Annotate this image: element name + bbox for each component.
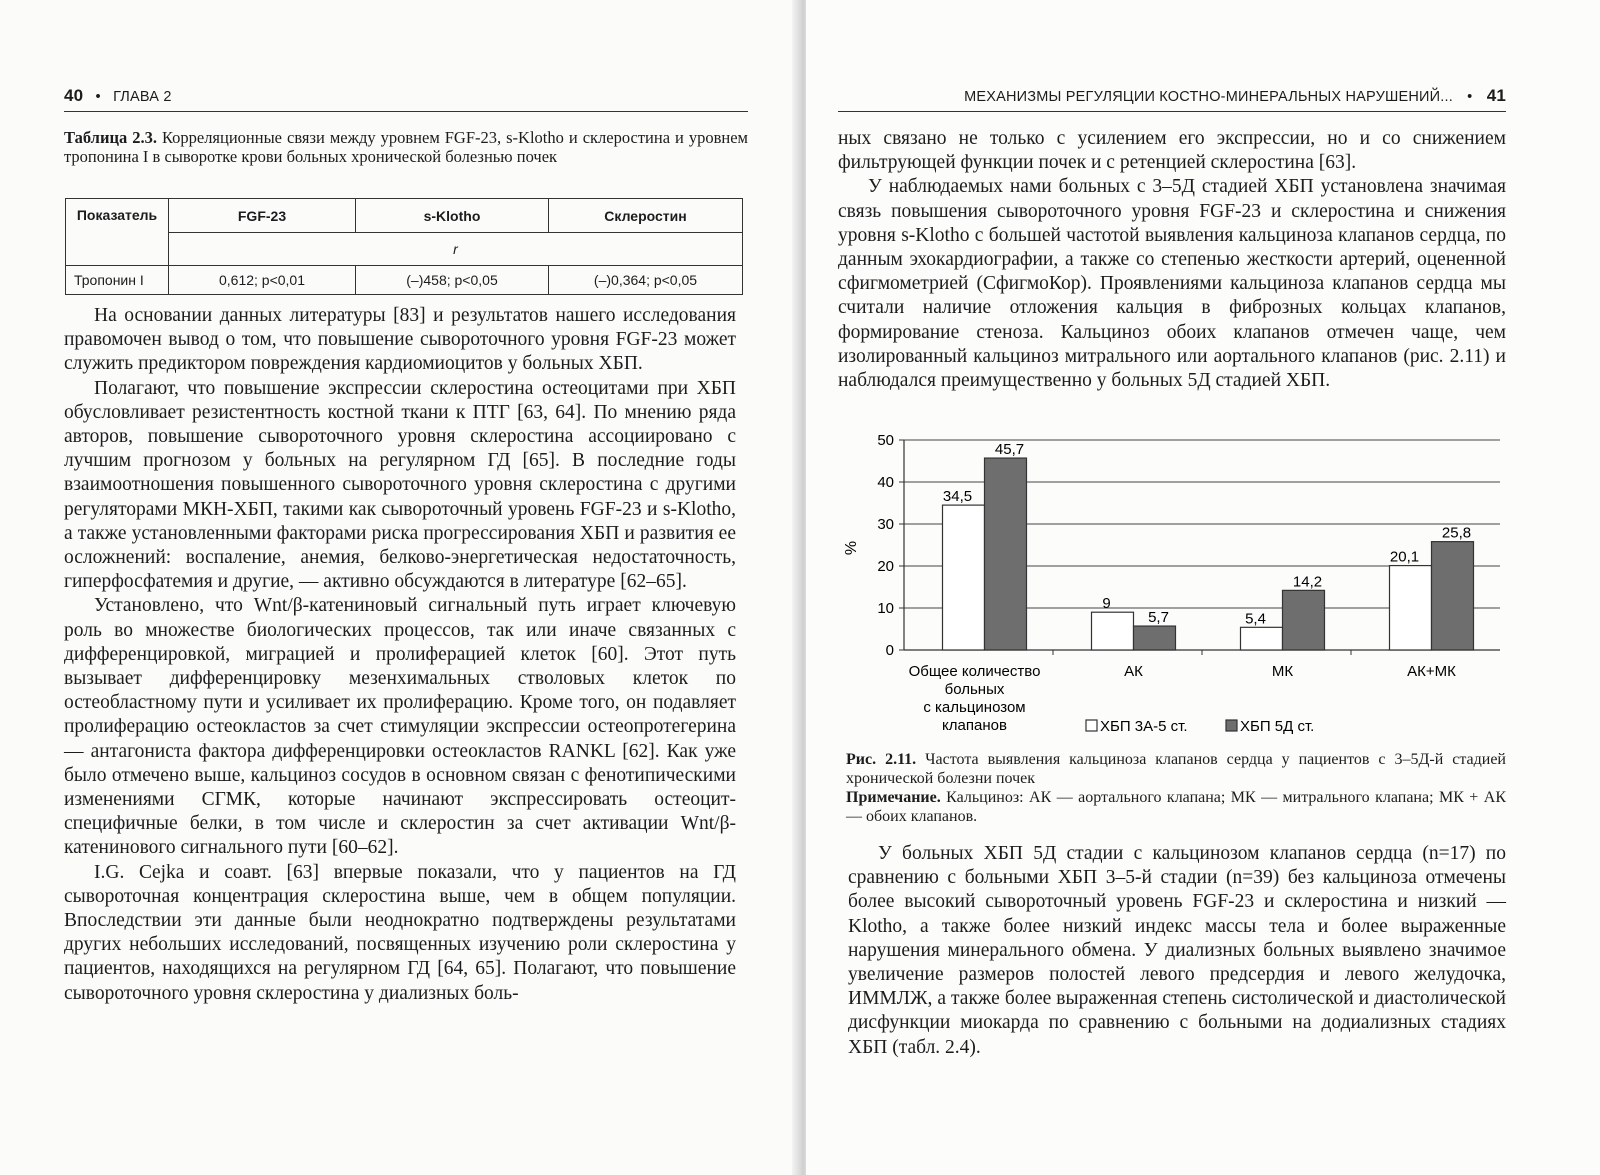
y-axis-label: % xyxy=(843,540,860,556)
y-tick-label: 40 xyxy=(877,474,894,491)
x-tick-label: АК xyxy=(1124,663,1143,680)
x-tick-label: клапанов xyxy=(942,717,1007,734)
bar xyxy=(1390,566,1432,650)
left-running-head xyxy=(64,86,172,106)
figure-note-text: Кальциноз: АК — аортального клапана; МК — митрального клапана; МК + АК — обоих клапанов. xyxy=(846,789,1506,825)
legend-swatch xyxy=(1226,720,1237,731)
y-tick-label: 10 xyxy=(877,600,894,617)
y-tick-label: 50 xyxy=(877,432,894,449)
bar xyxy=(985,458,1027,650)
figure-caption-label: Рис. 2.11. xyxy=(846,751,917,768)
figure-caption-text: Частота выявления кальциноза клапанов сердца у пациентов с 3–5Д-й стадией хронической болезни почек xyxy=(846,751,1506,787)
x-tick-label: АК+МК xyxy=(1407,663,1456,680)
table-header-row xyxy=(66,199,743,233)
y-tick-label: 20 xyxy=(877,558,894,575)
right-body-text-top xyxy=(838,127,1506,393)
bar xyxy=(1241,627,1283,650)
figure-caption xyxy=(846,750,1506,826)
bar xyxy=(1283,590,1325,650)
legend-swatch xyxy=(1086,720,1097,731)
left-header-rule xyxy=(64,111,748,112)
data-label: 14,2 xyxy=(1292,573,1323,591)
legend-label: ХБП 5Д ст. xyxy=(1240,718,1315,735)
paragraph: У наблюдаемых нами больных с 3–5Д стадией ХБП установлена значимая связь повышения сывороточного уровня FGF-23 и склеростина и снижения уровня s-Klotho с большей частотой выявления кальциноза клапанов сердца, по данным эхокардиографии, а также со степенью жесткости артерий, оцененной сфигмометрией (СфигмоКор). Проявлениями кальциноза клапанов сердца мы считали наличие отложения кальция в фиброзных кольцах клапанов, формирование стеноза. Кальциноз обоих клапанов отмечен чаще, чем изолированный кальциноз митрального или аортального клапанов (рис. 2.11) и наблюдался преимущественно у больных 5Д стадией ХБП. xyxy=(838,176,1506,392)
right-header-rule xyxy=(838,111,1506,112)
table-caption xyxy=(64,128,748,166)
paragraph: На основании данных литературы [83] и результатов нашего исследования правомочен вывод о том, что повышение сывороточного уровня FGF-23 может служить предиктором повреждения кардиомиоцитов у больных ХБП. xyxy=(64,305,736,375)
y-tick-label: 30 xyxy=(877,516,894,533)
x-tick-label: с кальцинозом xyxy=(923,699,1026,716)
left-bullet: • xyxy=(95,89,101,105)
paragraph: Полагают, что повышение экспрессии склеростина остеоцитами при ХБП обусловливает резистентность костной ткани к ПТГ [63, 64]. По мнению ряда авторов, повышение сывороточного уровня склеростина ассоциировано с лучшим прогнозом у больных на регулярном ГД [65]. В последние годы взаимоотношения повышенного сывороточного уровня склеростина с другими регуляторами МКН-ХБП, такими как сывороточный уровень FGF-23 и s-Klotho, а также установленными факторами риска прогрессирования ХБП и развития ее осложнений: воспаление, анемия, белково-энергетическая недостаточность, гиперфосфатемия и другие, — активно обсуждаются в литературе [62–65]. xyxy=(64,377,736,593)
y-tick-label: 0 xyxy=(885,642,894,659)
table-row xyxy=(66,266,743,295)
data-label: 5,4 xyxy=(1245,610,1266,628)
table-cell: Тропонин I xyxy=(66,266,169,295)
bar xyxy=(1092,612,1134,650)
table-cell: (–)0,364; p<0,05 xyxy=(549,266,743,295)
data-label: 5,7 xyxy=(1148,609,1169,627)
table-cell: (–)458; p<0,05 xyxy=(356,266,549,295)
right-running-title: МЕХАНИЗМЫ РЕГУЛЯЦИИ КОСТНО-МИНЕРАЛЬНЫХ НАРУШЕНИЙ... xyxy=(964,89,1453,105)
table-subheader-cell: r xyxy=(169,233,743,266)
figure-note-label: Примечание. xyxy=(846,789,941,806)
paragraph: Установлено, что Wnt/β-катениновый сигнальный путь играет ключевую роль во множестве биологических процессов, так или иначе связанных с дифференцировкой, миграцией и пролиферацией клеток [60]. Этот путь вызывает дифференцировку мезенхимальных стволовых клеток по остеобластному пути и усиливает их пролиферацию. Кроме того, он подавляет пролиферацию остеокластов за счет стимуляции экспрессии остеопротегерина — антагониста фактора дифференцировки остеокластов RANKL [62]. Как уже было отмечено выше, кальциноз сосудов в основном связан с фенотипическими изменениями СГМК, которые начинают экспрессировать остеоцит-специфичные белки, в том числе и склеростин за счет активации Wnt/β-катенинового сигнального пути [60–62]. xyxy=(64,595,736,859)
legend-label: ХБП 3А-5 ст. xyxy=(1100,718,1188,735)
paragraph: I.G. Cejka и соавт. [63] впервые показали, что у пациентов на ГД сывороточная концентрация склеростина выше, чем в общем популяции. Впоследствии эти данные были неоднократно подтверждены результатами других небольших исследований, посвященных изучению роли склеростина у пациентов, находящихся на регулярном ГД [64, 65]. Полагают, что повышение сывороточного уровня склеростина у диализных боль- xyxy=(64,861,736,1004)
correlation-table xyxy=(65,198,743,295)
right-page-number: 41 xyxy=(1486,86,1506,105)
bar xyxy=(943,505,985,650)
chart-svg xyxy=(840,430,1520,750)
table-header-cell: s-Klotho xyxy=(356,199,549,233)
x-tick-label: больных xyxy=(944,681,1005,698)
x-tick-label: МК xyxy=(1271,663,1294,680)
valve-calcification-chart xyxy=(840,430,1520,750)
paragraph: ных связано не только с усилением его экспрессии, но и со снижением фильтрующей функции почек и с ретенцией склеростина [63]. xyxy=(838,128,1506,174)
table-caption-text: Корреляционные связи между уровнем FGF-23, s-Klotho и склеростина и уровнем тропонина I в сыворотке крови больных хронической болезнью почек xyxy=(64,128,748,166)
paragraph: У больных ХБП 5Д стадии с кальцинозом клапанов сердца (n=17) по сравнению с больными ХБП 3–5-й стадии (n=39) без кальциноза отмечены более высокий сывороточный уровень FGF-23 и склеростина и низкий — Klotho, а также более низкий индекс массы тела и более выраженные нарушения минерального обмена. У диализных больных выявлено значимое увеличение размеров полостей левого предсердия и левого желудочка, ИММЛЖ, а также более выраженная степень систолической и диастолической дисфункции миокарда по сравнению с больными на додиализных стадиях ХБП (табл. 2.4). xyxy=(848,843,1506,1058)
bar xyxy=(1134,626,1176,650)
bar xyxy=(1432,542,1474,650)
data-label: 34,5 xyxy=(942,488,973,506)
right-bullet: • xyxy=(1467,89,1473,105)
data-label: 25,8 xyxy=(1441,524,1472,542)
data-label: 9 xyxy=(1102,595,1111,613)
data-label: 45,7 xyxy=(994,441,1025,459)
table-header-cell: FGF-23 xyxy=(169,199,356,233)
left-chapter-title: ГЛАВА 2 xyxy=(113,89,172,105)
left-page-number: 40 xyxy=(64,86,84,105)
table-cell: 0,612; p<0,01 xyxy=(169,266,356,295)
data-label: 20,1 xyxy=(1389,548,1420,566)
table-header-cell: Показатель xyxy=(66,199,169,266)
right-running-head xyxy=(964,86,1506,106)
left-body-text xyxy=(64,304,736,1006)
chart-legend xyxy=(1086,718,1314,735)
right-body-text-bottom xyxy=(848,842,1506,1060)
table-header-cell: Склеростин xyxy=(549,199,743,233)
table-caption-label: Таблица 2.3. xyxy=(64,128,157,147)
x-tick-label: Общее количество xyxy=(908,663,1041,680)
